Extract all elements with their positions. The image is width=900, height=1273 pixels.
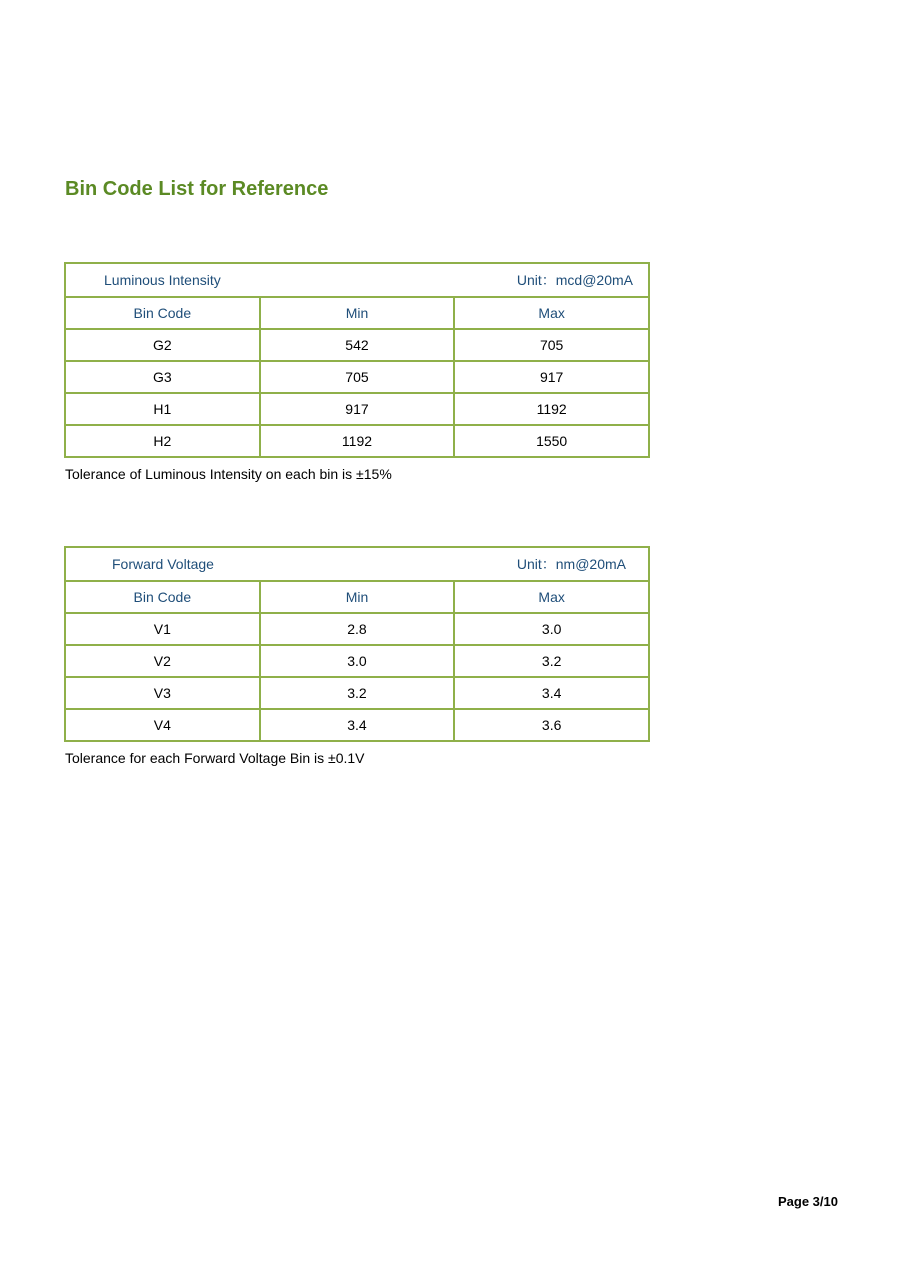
cell-max: 1550 [454, 425, 649, 457]
cell-min: 705 [260, 361, 455, 393]
cell-max: 3.6 [454, 709, 649, 741]
table-header-row [65, 547, 649, 581]
luminous-tolerance-note: Tolerance of Luminous Intensity on each bin is ±15% [65, 466, 392, 482]
cell-min: 1192 [260, 425, 455, 457]
column-header-min: Min [260, 581, 455, 613]
table-unit: Unit：mcd@20mA [516, 272, 633, 288]
cell-max: 3.4 [454, 677, 649, 709]
page-title: Bin Code List for Reference [65, 178, 329, 200]
table-row [65, 425, 649, 457]
column-header-min: Min [260, 297, 455, 329]
table-row [65, 393, 649, 425]
cell-bin-code: H2 [65, 425, 260, 457]
column-header-row [65, 581, 649, 613]
cell-bin-code: V3 [65, 677, 260, 709]
table-row [65, 361, 649, 393]
table-row [65, 645, 649, 677]
cell-max: 3.0 [454, 613, 649, 645]
cell-max: 917 [454, 361, 649, 393]
table-label: Forward Voltage [112, 556, 214, 572]
cell-max: 1192 [454, 393, 649, 425]
table-header-cell [65, 263, 649, 297]
cell-min: 3.2 [260, 677, 455, 709]
cell-min: 542 [260, 329, 455, 361]
cell-min: 3.0 [260, 645, 455, 677]
column-header-bin-code: Bin Code [65, 581, 260, 613]
cell-bin-code: G3 [65, 361, 260, 393]
page-number: Page 3/10 [778, 1194, 838, 1209]
voltage-tolerance-note: Tolerance for each Forward Voltage Bin is ±0.1V [65, 750, 365, 766]
table-header-row [65, 263, 649, 297]
table-header-cell [65, 547, 649, 581]
forward-voltage-table [64, 546, 650, 742]
column-header-max: Max [454, 581, 649, 613]
cell-min: 917 [260, 393, 455, 425]
table-row [65, 329, 649, 361]
column-header-max: Max [454, 297, 649, 329]
table-unit: Unit：nm@20mA [516, 556, 626, 572]
luminous-intensity-table [64, 262, 650, 458]
cell-bin-code: H1 [65, 393, 260, 425]
cell-max: 3.2 [454, 645, 649, 677]
cell-bin-code: V4 [65, 709, 260, 741]
cell-bin-code: V1 [65, 613, 260, 645]
column-header-row [65, 297, 649, 329]
cell-bin-code: V2 [65, 645, 260, 677]
cell-bin-code: G2 [65, 329, 260, 361]
column-header-bin-code: Bin Code [65, 297, 260, 329]
table-row [65, 709, 649, 741]
table-label: Luminous Intensity [104, 272, 221, 288]
cell-max: 705 [454, 329, 649, 361]
cell-min: 3.4 [260, 709, 455, 741]
cell-min: 2.8 [260, 613, 455, 645]
table-row [65, 613, 649, 645]
table-row [65, 677, 649, 709]
